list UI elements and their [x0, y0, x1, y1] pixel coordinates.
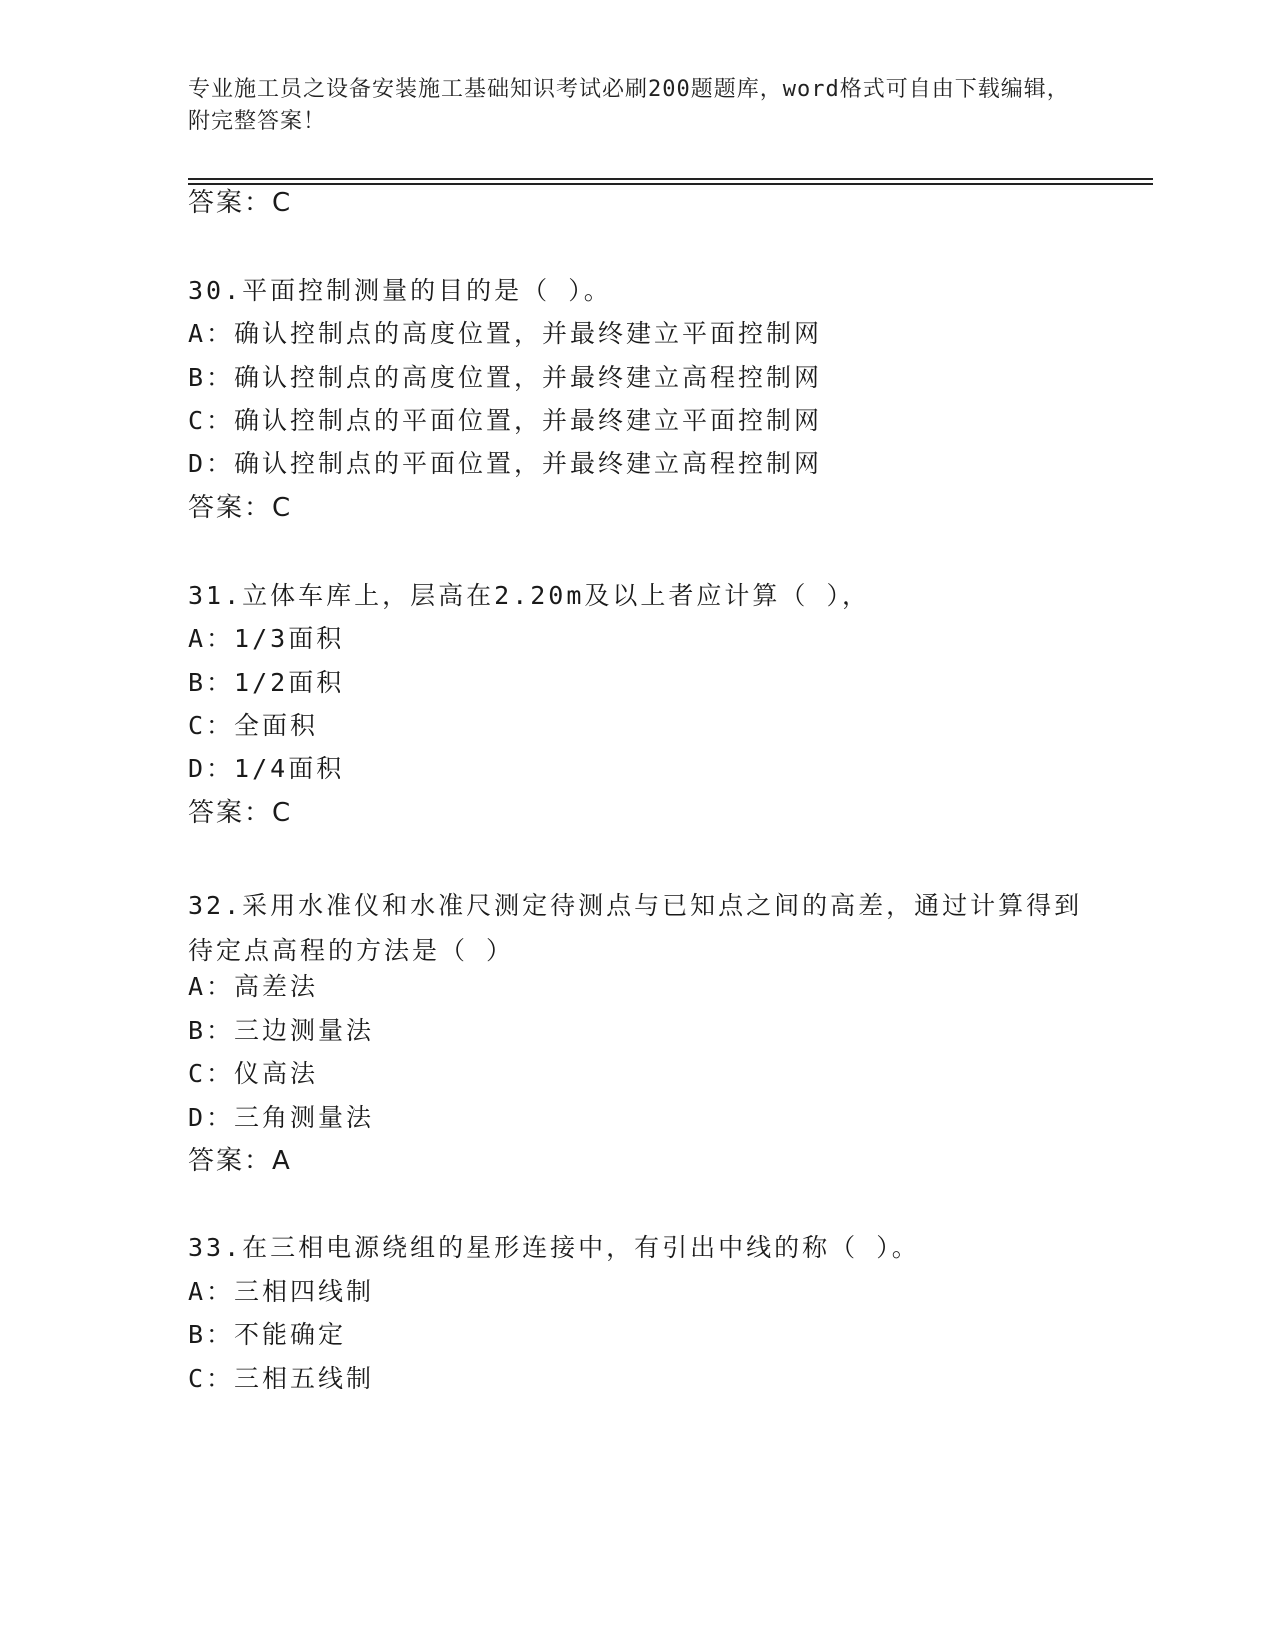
- question-32-option-a: A：高差法: [188, 972, 319, 1001]
- question-30-option-a: A：确认控制点的高度位置，并最终建立平面控制网: [188, 319, 823, 348]
- question-31-option-a: A：1/3面积: [188, 624, 345, 653]
- question-32-option-d: D：三角测量法: [188, 1103, 375, 1132]
- question-30-option-b: B：确认控制点的高度位置，并最终建立高程控制网: [188, 363, 823, 392]
- previous-answer: 答案：C: [188, 188, 293, 218]
- header-divider-bottom: [188, 183, 1153, 185]
- question-31-option-b: B：1/2面积: [188, 668, 345, 697]
- question-32-stem: 32.采用水准仪和水准尺测定待测点与已知点之间的高差，通过计算得到待定点高程的方法是（ ）: [188, 891, 1083, 965]
- question-32-option-b: B：三边测量法: [188, 1016, 375, 1045]
- question-32-option-c: C：仪高法: [188, 1059, 319, 1088]
- document-header-title: 专业施工员之设备安装施工基础知识考试必刷200题题库，word格式可自由下载编辑，附完整答案！: [188, 77, 1070, 134]
- question-31-option-c: C：全面积: [188, 711, 319, 740]
- question-33-stem: 33.在三相电源绕组的星形连接中，有引出中线的称（ ）。: [188, 1233, 920, 1262]
- question-33-option-c: C：三相五线制: [188, 1364, 375, 1393]
- question-30-answer: 答案：C: [188, 493, 293, 523]
- question-30-option-d: D：确认控制点的平面位置，并最终建立高程控制网: [188, 449, 823, 478]
- question-31-option-d: D：1/4面积: [188, 754, 345, 783]
- question-33-option-b: B：不能确定: [188, 1320, 347, 1349]
- question-32-answer: 答案：A: [188, 1146, 292, 1176]
- question-30-stem: 30.平面控制测量的目的是（ ）。: [188, 276, 612, 305]
- question-31-answer: 答案：C: [188, 798, 293, 828]
- header-divider-top: [188, 178, 1153, 180]
- question-33-option-a: A：三相四线制: [188, 1277, 375, 1306]
- question-31-stem: 31.立体车库上，层高在2.20m及以上者应计算（ ），: [188, 581, 870, 610]
- question-30-option-c: C：确认控制点的平面位置，并最终建立平面控制网: [188, 406, 823, 435]
